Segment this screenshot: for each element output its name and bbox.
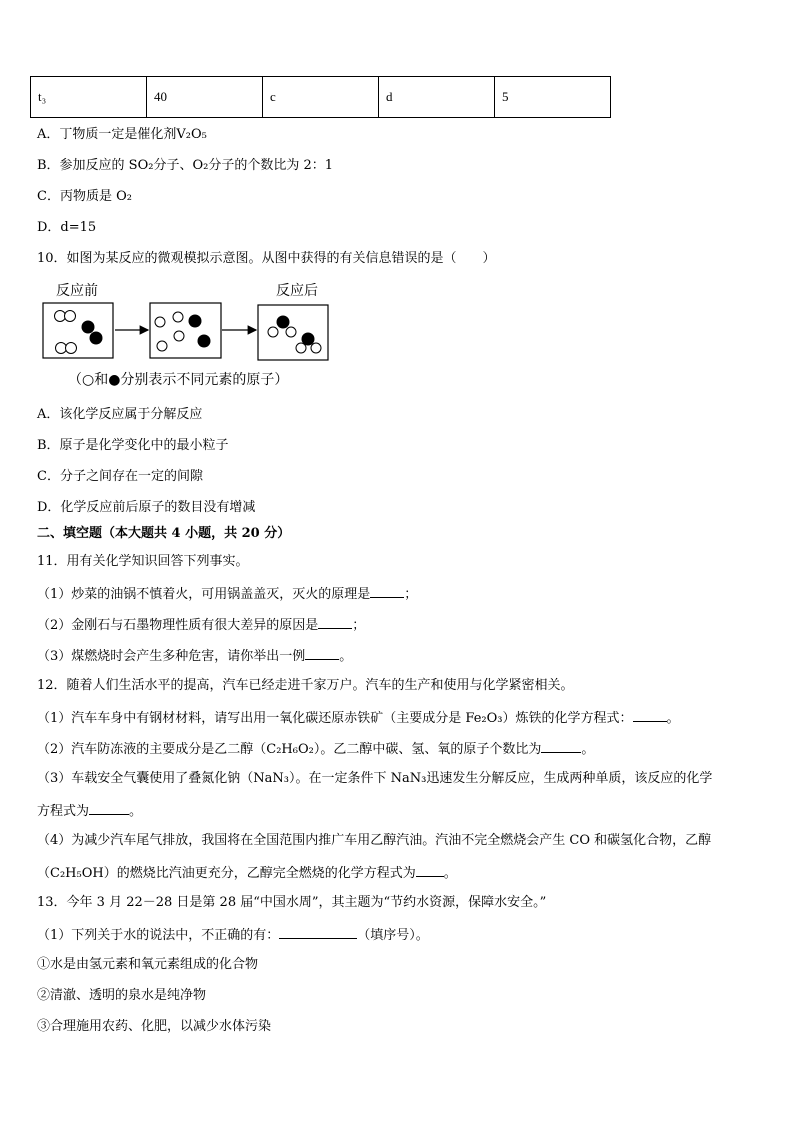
black-atom xyxy=(277,316,290,329)
q12-part1-text: （1）汽车车身中有钢材材料，请写出用一氧化碳还原赤铁矿（主要成分是 Fe₂O₃）炼铁的化学方程式： xyxy=(37,711,633,726)
q13-option-3: ③合理施用农药、化肥，以减少水体污染 xyxy=(37,1019,272,1034)
answer-blank[interactable] xyxy=(305,647,339,660)
answer-blank[interactable] xyxy=(416,864,444,877)
label-after: 反应后 xyxy=(276,283,318,299)
q13-part1-end: （填序号）。 xyxy=(357,928,429,943)
q11-part1 xyxy=(37,585,417,603)
white-atom xyxy=(65,311,76,322)
q9-option-c: C．丙物质是 O₂ xyxy=(37,189,132,204)
q10-stem: 10．如图为某反应的微观模拟示意图。从图中获得的有关信息错误的是（ ） xyxy=(37,251,496,266)
q12-part4-line1: （4）为减少汽车尾气排放，我国将在全国范围内推广车用乙醇汽油。汽油不完全燃烧会产生 CO 和碳氢化合物，乙醇 xyxy=(37,833,712,848)
q12-part4-text: （C₂H₅OH）的燃烧比汽油更充分，乙醇完全燃烧的化学方程式为 xyxy=(37,866,416,881)
q12-part3-end: 。 xyxy=(129,804,143,819)
q11-stem: 11．用有关化学知识回答下列事实。 xyxy=(37,554,249,569)
table-cell: d xyxy=(379,77,495,118)
reaction-diagram xyxy=(0,0,794,400)
q11-part3 xyxy=(37,647,352,665)
q12-part1 xyxy=(37,709,680,727)
q13-option-2: ②清澈、透明的泉水是纯净物 xyxy=(37,988,207,1003)
black-atom xyxy=(198,335,211,348)
black-atom xyxy=(189,315,202,328)
table-cell: 40 xyxy=(147,77,263,118)
white-atom xyxy=(56,343,67,354)
q9-option-a: A．丁物质一定是催化剂V₂O₅ xyxy=(37,127,207,142)
q11-part3-end: 。 xyxy=(339,649,353,664)
white-atom xyxy=(173,312,183,322)
answer-blank[interactable] xyxy=(633,709,667,722)
section-heading: 二、填空题（本大题共 4 小题，共 20 分） xyxy=(37,526,291,541)
white-atom xyxy=(311,343,321,353)
q10-option-a: A．该化学反应属于分解反应 xyxy=(37,407,203,422)
q10-option-c: C．分子之间存在一定的间隙 xyxy=(37,469,203,484)
white-atom xyxy=(296,343,306,353)
q9-option-d: D．d=15 xyxy=(37,220,97,235)
white-atom xyxy=(155,317,165,327)
table-cell: 5 xyxy=(495,77,611,118)
q9-option-b: B．参加反应的 SO₂分子、O₂分子的个数比为 2：1 xyxy=(37,158,334,173)
answer-blank[interactable] xyxy=(279,926,357,939)
answer-blank[interactable] xyxy=(541,740,581,753)
q11-part1-text: （1）炒菜的油锅不慎着火，可用锅盖盖灭，灭火的原理是 xyxy=(37,587,371,602)
q12-part2-text: （2）汽车防冻液的主要成分是乙二醇（C₂H₆O₂）。乙二醇中碳、氢、氧的原子个数比为 xyxy=(37,742,542,757)
q12-part4-line2 xyxy=(37,864,457,882)
q12-part3-line2 xyxy=(37,802,142,820)
white-atom xyxy=(55,311,66,322)
q11-part2-text: （2）金刚石与石墨物理性质有很大差异的原因是 xyxy=(37,618,319,633)
q13-option-1: ①水是由氢元素和氧元素组成的化合物 xyxy=(37,957,259,972)
diagram-legend: （○和●分别表示不同元素的原子） xyxy=(68,372,289,388)
q13-part1 xyxy=(37,926,429,944)
q12-part3-line1: （3）车载安全气囊使用了叠氮化钠（NaN₃）。在一定条件下 NaN₃迅速发生分解反应，生成两种单质，该反应的化学 xyxy=(37,771,713,786)
q12-part2 xyxy=(37,740,594,758)
q12-part4-end: 。 xyxy=(443,866,457,881)
q12-part3-text: 方程式为 xyxy=(37,804,90,819)
answer-blank[interactable] xyxy=(318,616,352,629)
white-atom xyxy=(286,327,296,337)
q11-part2-end: ； xyxy=(352,618,366,633)
q11-part2 xyxy=(37,616,365,634)
table-cell: c xyxy=(263,77,379,118)
q11-part1-end: ； xyxy=(404,587,418,602)
white-atom xyxy=(66,343,77,354)
q12-stem: 12．随着人们生活水平的提高，汽车已经走进千家万户。汽车的生产和使用与化学紧密相关。 xyxy=(37,678,574,693)
label-before: 反应前 xyxy=(56,283,98,299)
q10-option-b: B．原子是化学变化中的最小粒子 xyxy=(37,438,229,453)
answer-blank[interactable] xyxy=(370,585,404,598)
table-cell: t₃ xyxy=(31,77,147,118)
white-atom xyxy=(268,327,278,337)
box-before xyxy=(43,303,113,358)
q12-part1-end: 。 xyxy=(666,711,680,726)
q10-option-d: D．化学反应前后原子的数目没有增减 xyxy=(37,500,256,515)
white-atom xyxy=(174,331,184,341)
q13-part1-text: （1）下列关于水的说法中，不正确的有： xyxy=(37,928,280,943)
answer-blank[interactable] xyxy=(89,802,129,815)
q11-part3-text: （3）煤燃烧时会产生多种危害，请你举出一例 xyxy=(37,649,306,664)
black-atom xyxy=(82,321,95,334)
white-atom xyxy=(157,341,167,351)
black-atom xyxy=(90,332,103,345)
q12-part2-end: 。 xyxy=(581,742,595,757)
q13-stem: 13．今年 3 月 22－28 日是第 28 届“中国水周”，其主题为“节约水资源，保障水安全。” xyxy=(37,895,547,910)
